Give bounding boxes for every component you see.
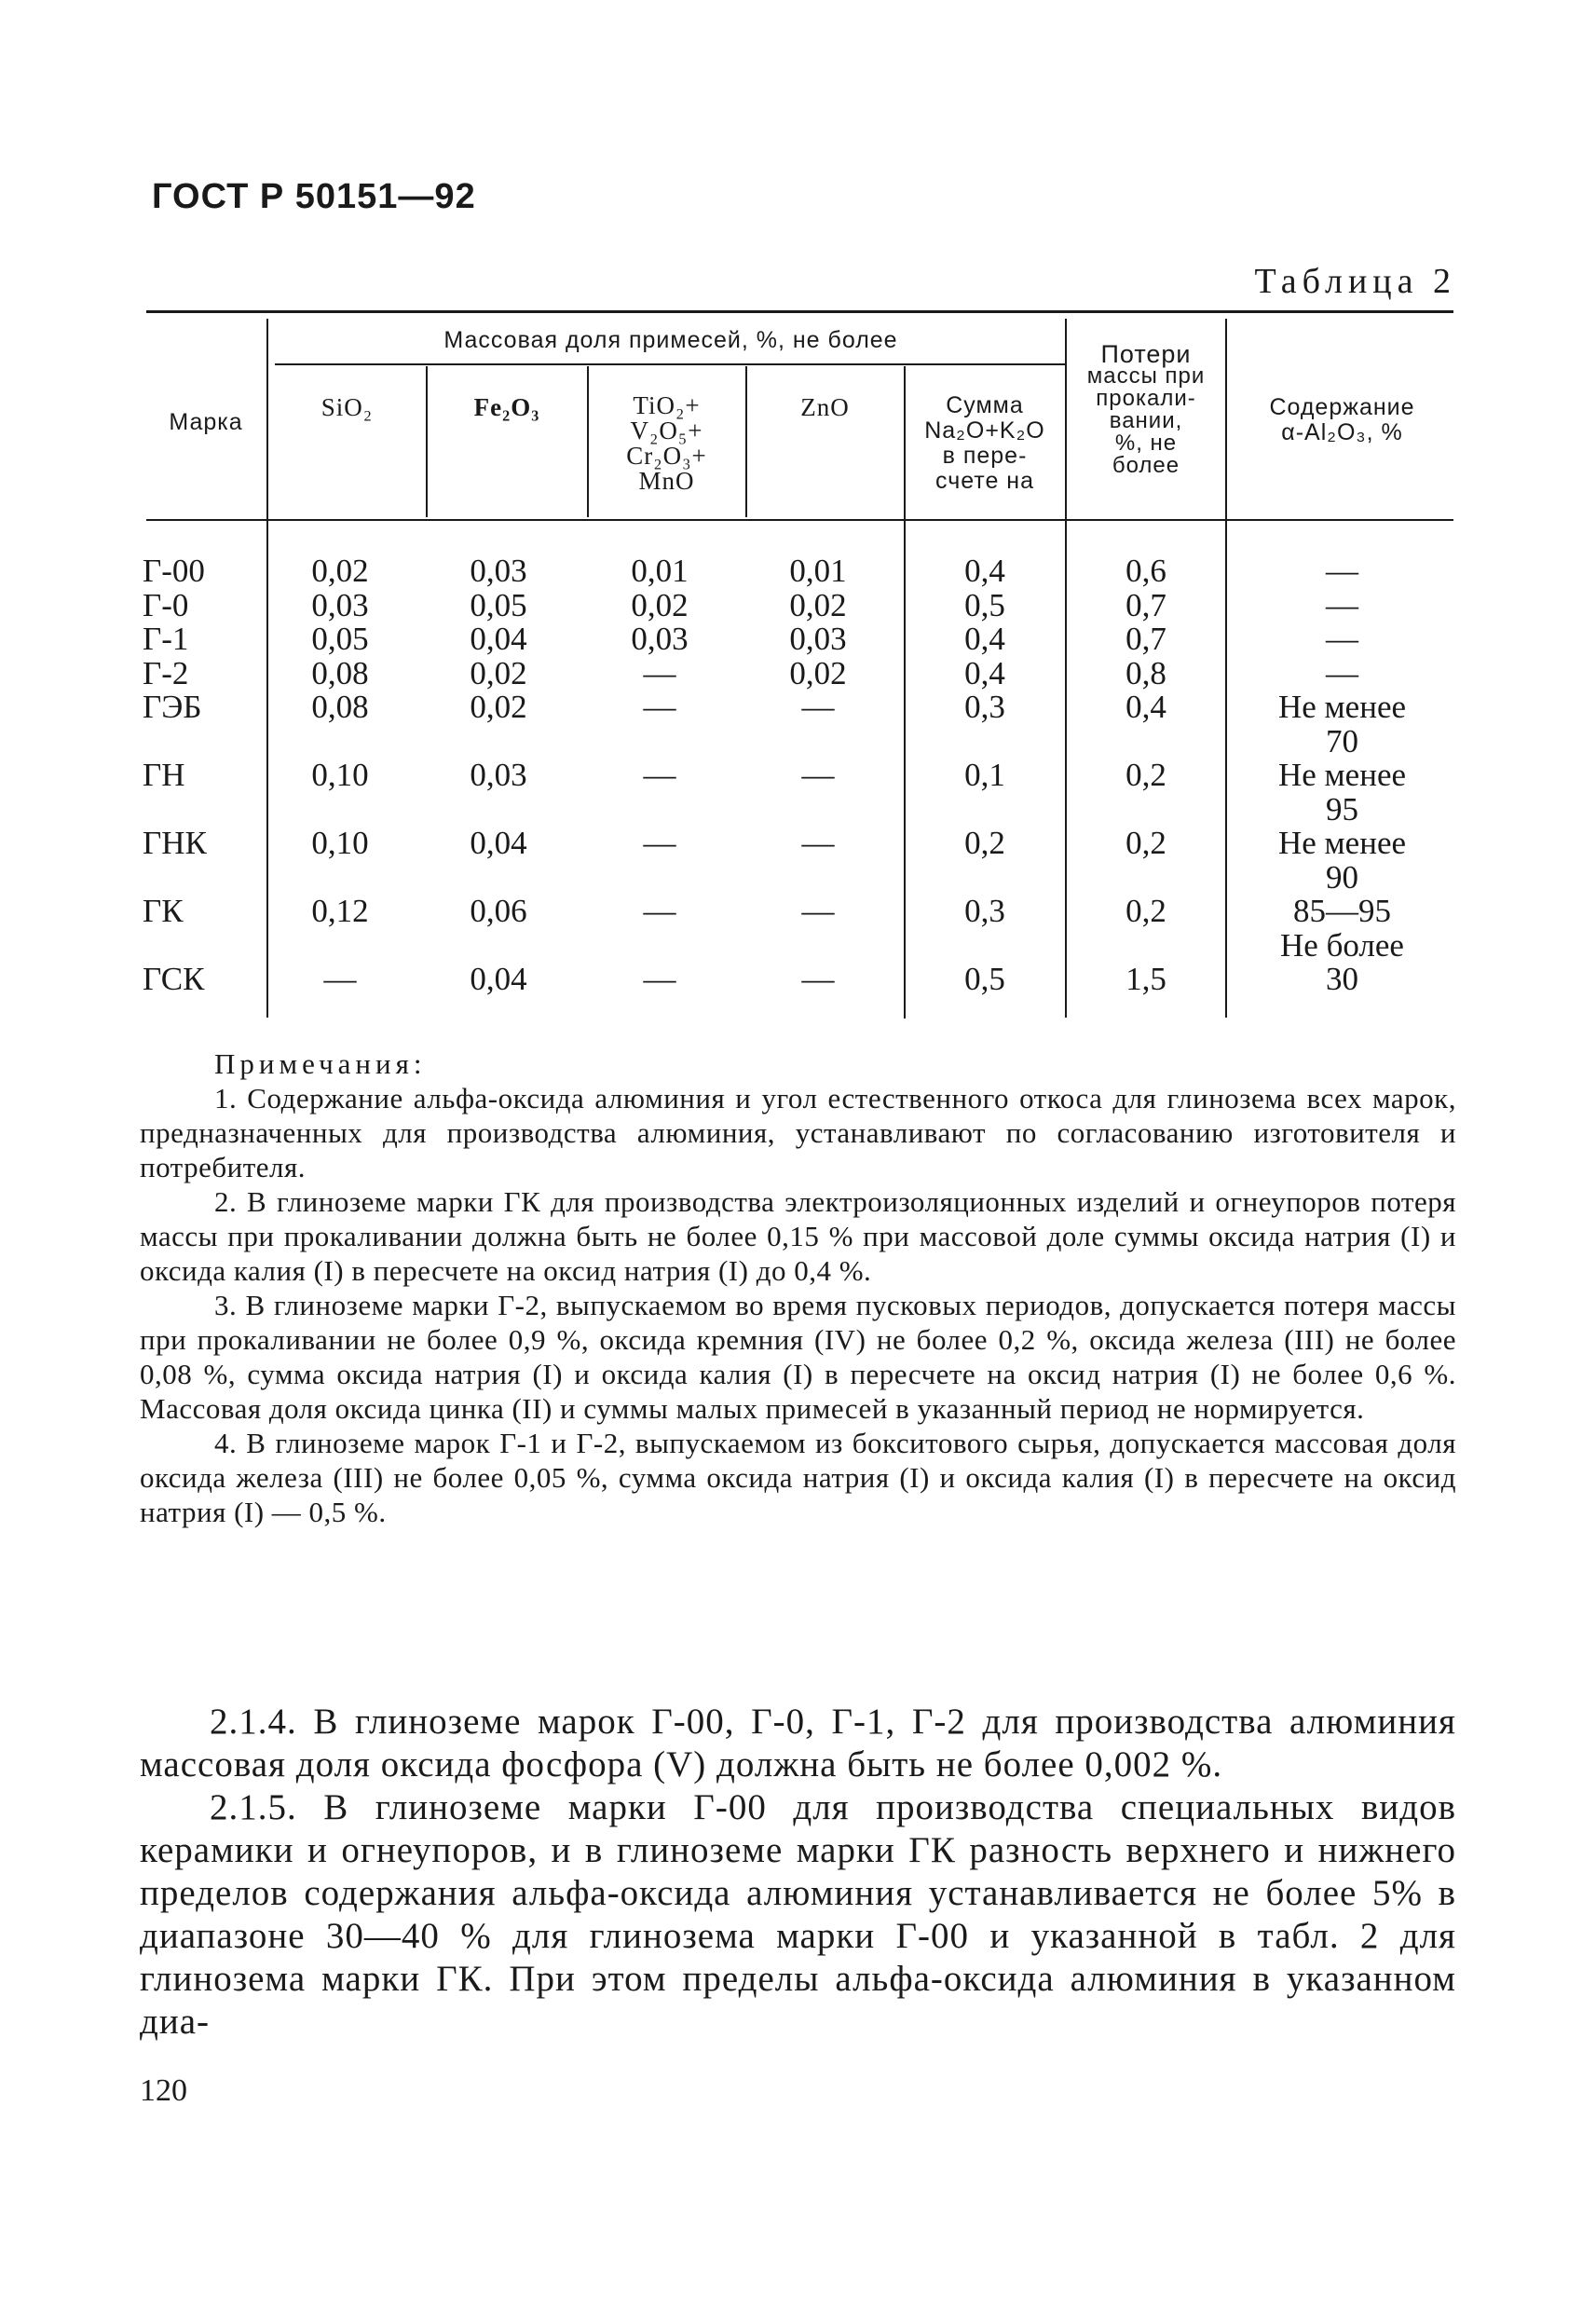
header-fe2o3: Fe₂O₃	[473, 393, 540, 421]
alpha-cell: Не менее	[1277, 825, 1407, 861]
fe2o3-cell	[429, 793, 568, 827]
column-sio2	[270, 554, 410, 997]
alpha-cell: 70	[1326, 722, 1358, 759]
col-divider-4	[745, 366, 747, 517]
sum-cell	[907, 861, 1063, 896]
zno-cell	[748, 929, 888, 964]
mark-cell: ГЭБ	[143, 689, 202, 725]
zno-cell: —	[801, 893, 835, 929]
sum-cell: 0,3	[964, 893, 1005, 929]
fe2o3-cell: 0,06	[470, 893, 527, 929]
mark-cell: ГНК	[143, 825, 207, 861]
alpha-cell: —	[1326, 621, 1358, 657]
fe2o3-cell: 0,04	[470, 961, 527, 997]
column-tio2	[590, 554, 730, 997]
loss-cell: 0,8	[1125, 654, 1166, 691]
page-number: 120	[140, 2073, 187, 2108]
header-bottom-rule	[146, 519, 1453, 521]
tio2-cell: 0,03	[631, 621, 689, 657]
mark-cell	[143, 861, 264, 896]
col-divider-6	[1065, 319, 1067, 1018]
fe2o3-cell: 0,03	[470, 757, 527, 793]
mark-cell: Г-0	[143, 586, 189, 623]
zno-cell: 0,02	[789, 586, 847, 623]
zno-cell: —	[801, 689, 835, 725]
zno-cell	[748, 793, 888, 827]
fe2o3-cell: 0,05	[470, 586, 527, 623]
col-divider-1	[266, 319, 268, 1018]
sio2-cell: 0,08	[311, 654, 369, 691]
sio2-cell: 0,10	[311, 825, 369, 861]
note-item: 4. В глиноземе марок Г-1 и Г-2, выпускаемом из бокситового сырья, допускается массовая доля оксида железа (III) не более 0,05 %, сумма оксида натрия (I) и оксида калия (I) в пересчете на оксид натрия (I) — 0,5 %.	[140, 1427, 1456, 1528]
sum-cell: 0,4	[964, 553, 1005, 589]
loss-cell	[1068, 725, 1224, 759]
header-loss-line2: массы при	[1086, 363, 1206, 389]
header-alpha-group	[1228, 395, 1456, 445]
zno-cell: —	[801, 961, 835, 997]
sum-cell	[907, 793, 1063, 827]
sum-cell: 0,3	[964, 689, 1005, 725]
tio2-cell	[590, 861, 730, 896]
note-item: 3. В глиноземе марки Г-2, выпускаемом во время пусковых периодов, допускается потеря массы при прокаливании не более 0,9 %, оксида кремния (IV) не более 0,2 %, оксида железа (III) не более 0,08 %, сумма оксида натрия (I) и оксида калия (I) в пересчете на оксид натрия (I) не более 0,6 %. Массовая доля оксида цинка (II) и суммы малых примесей в указанный период не нормируется.	[140, 1289, 1456, 1425]
mark-cell: Г-1	[143, 621, 189, 657]
loss-cell	[1068, 861, 1224, 896]
column-sum	[907, 554, 1063, 997]
document-code: ГОСТ Р 50151—92	[152, 177, 476, 216]
header-sum-group	[907, 393, 1063, 494]
body-text	[140, 1701, 1456, 2044]
tio2-cell	[590, 725, 730, 759]
header-sum-line3: в пере-	[942, 443, 1028, 469]
alpha-cell: —	[1326, 654, 1358, 691]
zno-cell: —	[801, 825, 835, 861]
sio2-cell	[270, 793, 410, 827]
loss-cell	[1068, 793, 1224, 827]
tio2-cell: —	[643, 757, 676, 793]
header-sum-line1: Сумма	[946, 392, 1024, 418]
header-loss-line6: более	[1112, 453, 1180, 478]
loss-cell: 0,6	[1125, 553, 1166, 589]
table-notes	[140, 1046, 1456, 1529]
header-alpha-line1: Содержание	[1269, 394, 1415, 420]
notes-title: Примечания:	[214, 1047, 427, 1080]
fe2o3-cell: 0,02	[470, 689, 527, 725]
header-loss-line3: прокали-	[1096, 386, 1196, 411]
zno-cell	[748, 861, 888, 896]
paragraph-2-1-5: 2.1.5. В глиноземе марки Г-00 для производства специальных видов керамики и огнеупоров, и в глиноземе марки ГК разность верхнего и нижнего пределов содержания альфа-оксида алюминия устанавливается не более 5% в диапазоне 30—40 % для глинозема марки Г-00 и указанной в табл. 2 для глинозема марки ГК. При этом пределы альфа-оксида алюминия в указанном диа-	[140, 1787, 1456, 2042]
sio2-cell	[270, 929, 410, 964]
sum-cell: 0,1	[964, 757, 1005, 793]
col-divider-2	[426, 366, 428, 517]
fe2o3-cell: 0,03	[470, 553, 527, 589]
header-loss-line4: вании,	[1109, 408, 1183, 433]
mark-cell	[143, 793, 264, 827]
fe2o3-cell	[429, 861, 568, 896]
loss-cell	[1068, 929, 1224, 964]
zno-cell: 0,01	[789, 553, 847, 589]
alpha-cell: Не менее	[1277, 757, 1407, 793]
zno-cell	[748, 725, 888, 759]
table-caption: Таблица 2	[1254, 262, 1456, 301]
sum-cell: 0,5	[964, 586, 1005, 623]
header-alpha-line2: α-Al₂O₃, %	[1281, 419, 1403, 445]
header-tio2-line3: Cr₂O₃+	[626, 442, 707, 470]
header-tio2-line1: TiO₂+	[633, 391, 701, 419]
sum-cell: 0,4	[964, 621, 1005, 657]
column-loss	[1068, 554, 1224, 997]
mark-cell: ГК	[143, 893, 184, 929]
sio2-cell: 0,02	[311, 553, 369, 589]
sio2-cell: 0,05	[311, 621, 369, 657]
tio2-cell: —	[643, 654, 676, 691]
sum-cell: 0,5	[964, 961, 1005, 997]
sio2-cell: 0,10	[311, 757, 369, 793]
header-tio2-line4: MnO	[638, 467, 695, 495]
loss-cell: 0,7	[1125, 621, 1166, 657]
tio2-cell: —	[643, 893, 676, 929]
fe2o3-cell: 0,04	[470, 621, 527, 657]
header-loss-line1: Потери	[1100, 340, 1192, 368]
loss-cell: 0,2	[1125, 825, 1166, 861]
mark-cell	[143, 725, 264, 759]
fe2o3-cell: 0,04	[470, 825, 527, 861]
zno-cell: —	[801, 757, 835, 793]
loss-cell: 0,4	[1125, 689, 1166, 725]
zno-cell: 0,03	[789, 621, 847, 657]
paragraph-2-1-4: 2.1.4. В глиноземе марок Г-00, Г-0, Г-1, Г-2 для производства алюминия массовая доля оксида фосфора (V) должна быть не более 0,002 %.	[140, 1702, 1456, 1785]
sum-cell	[907, 929, 1063, 964]
tio2-cell: —	[643, 825, 676, 861]
sio2-cell	[270, 725, 410, 759]
sio2-cell: —	[323, 961, 357, 997]
header-sio2: SiO₂	[321, 393, 374, 421]
mark-cell: Г-00	[143, 553, 205, 589]
header-sum-line4: счете на	[934, 468, 1035, 494]
fe2o3-cell	[429, 929, 568, 964]
column-zno	[748, 554, 888, 997]
header-tio2-group	[590, 393, 743, 494]
tio2-cell	[590, 929, 730, 964]
sum-cell: 0,2	[964, 825, 1005, 861]
sio2-cell: 0,08	[311, 689, 369, 725]
column-fe2o3	[429, 554, 568, 997]
mark-cell	[143, 929, 264, 964]
loss-cell: 0,7	[1125, 586, 1166, 623]
sio2-cell: 0,12	[311, 893, 369, 929]
loss-cell: 0,2	[1125, 893, 1166, 929]
alpha-cell: 85—95	[1293, 893, 1391, 929]
loss-cell: 1,5	[1125, 961, 1166, 997]
mark-cell: Г-2	[143, 654, 189, 691]
header-loss-line5: %, не	[1114, 431, 1178, 456]
alpha-cell: Не более	[1280, 926, 1404, 964]
header-mark: Марка	[169, 409, 243, 435]
sum-cell	[907, 725, 1063, 759]
table-top-rule	[146, 310, 1453, 313]
loss-cell: 0,2	[1125, 757, 1166, 793]
tio2-cell: —	[643, 689, 676, 725]
header-impurities-group: Массовая доля примесей, %, не более	[443, 327, 898, 353]
note-item: 2. В глиноземе марки ГК для производства электроизоляционных изделий и огнеупоров потеря массы при прокаливании должна быть не более 0,15 % при массовой доле суммы оксида натрия (I) и оксида калия (I) в пересчете на оксид натрия (I) до 0,4 %.	[140, 1185, 1456, 1287]
tio2-cell	[590, 793, 730, 827]
alpha-cell: —	[1326, 553, 1358, 589]
sio2-cell: 0,03	[311, 586, 369, 623]
column-alpha	[1228, 554, 1456, 997]
header-zno: ZnO	[800, 393, 850, 421]
col-divider-5	[904, 366, 906, 1019]
col-divider-3	[587, 366, 589, 517]
header-tio2-line2: V₂O₅+	[630, 417, 703, 444]
group-underline-rule	[275, 363, 1067, 365]
alpha-cell: 30	[1326, 961, 1358, 997]
header-loss-group	[1068, 340, 1224, 478]
mark-cell: ГСК	[143, 961, 205, 997]
note-item: 1. Содержание альфа-оксида алюминия и угол естественного откоса для глинозема всех марок, предназначенных для производства алюминия, устанавливают по согласованию изготовителя и потребителя.	[140, 1082, 1456, 1183]
sum-cell: 0,4	[964, 654, 1005, 691]
alpha-cell: —	[1326, 586, 1358, 623]
zno-cell: 0,02	[789, 654, 847, 691]
fe2o3-cell	[429, 725, 568, 759]
sio2-cell	[270, 861, 410, 896]
alpha-cell: 90	[1326, 858, 1358, 896]
column-mark	[143, 554, 264, 997]
alpha-cell: 95	[1326, 790, 1358, 827]
alpha-cell: Не менее	[1277, 689, 1407, 725]
fe2o3-cell: 0,02	[470, 654, 527, 691]
tio2-cell: —	[643, 961, 676, 997]
tio2-cell: 0,01	[631, 553, 689, 589]
tio2-cell: 0,02	[631, 586, 689, 623]
mark-cell: ГН	[143, 757, 185, 793]
col-divider-7	[1225, 319, 1227, 1018]
header-sum-line2: Na₂O+K₂O	[924, 417, 1045, 444]
